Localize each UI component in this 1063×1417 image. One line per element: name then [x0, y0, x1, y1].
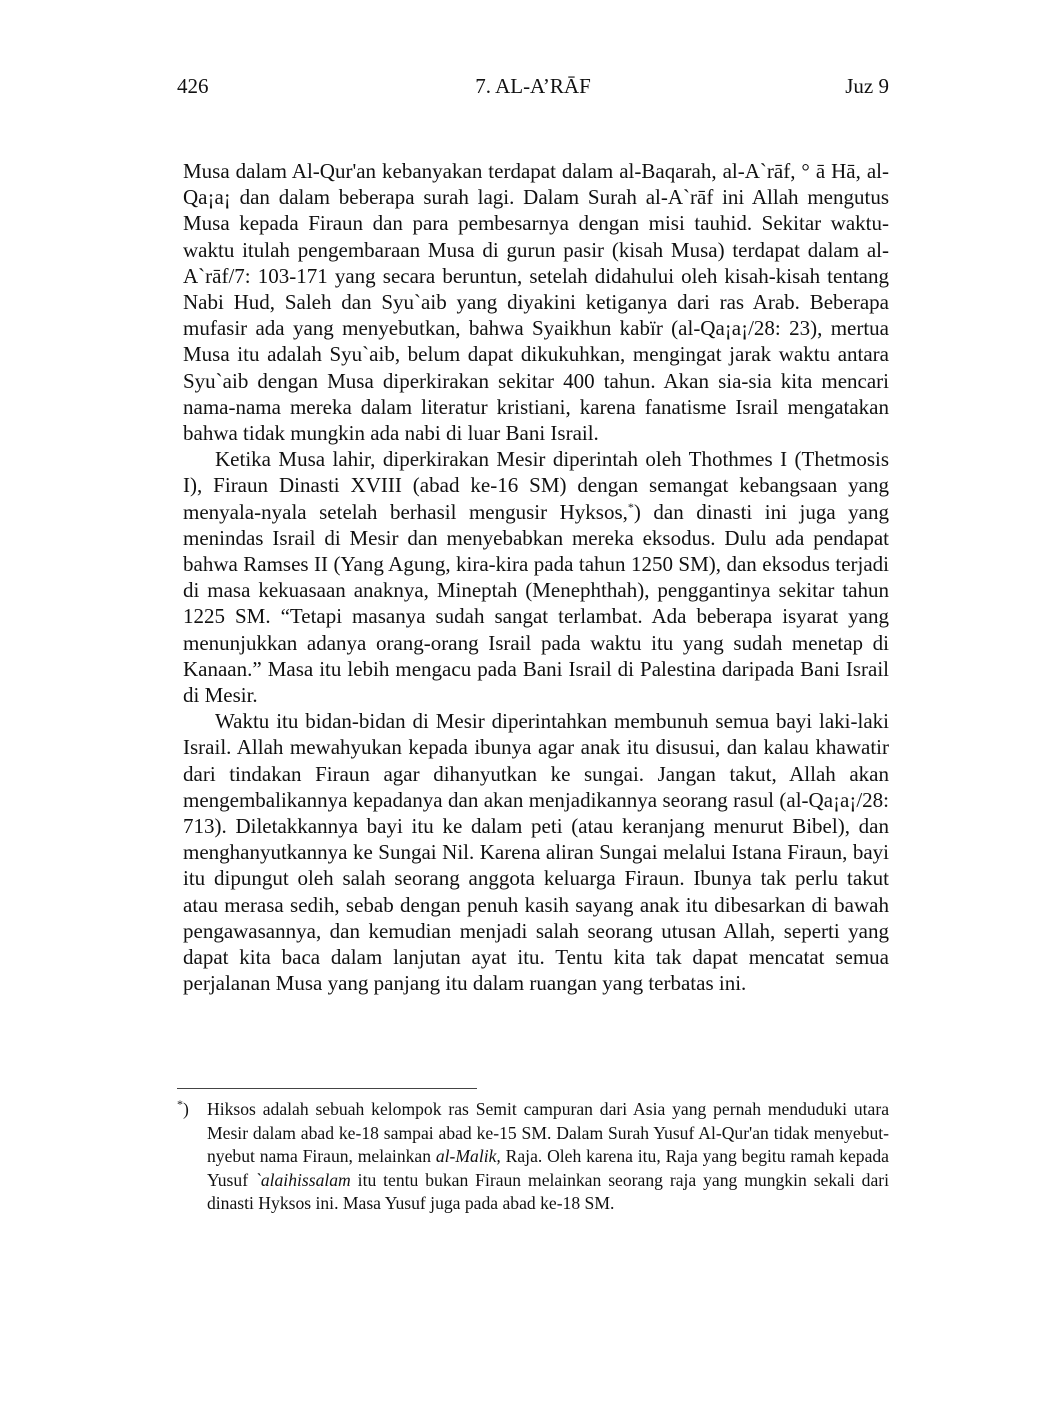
juz-label: Juz 9 [845, 74, 889, 98]
paragraph-1: Musa dalam Al-Qur'an kebanyakan terdapat dalam al-Baqarah, al-A`rāf, ° ā Hā, al-Qa¡a¡ dan dalam beberapa surah lagi. Dalam Surah al-A`rāf ini Allah mengutus Musa kepada Firaun dan para pembesarnya dengan misi tauhid. Sekitar waktu-waktu itulah pengembaraan Musa di gurun pasir (kisah Musa) terdapat dalam al-A`rāf/7: 103-171 yang secara beruntun, setelah didahului oleh kisah-kisah tentang Nabi Hud, Saleh dan Syu`aib yang diyakini ketiganya dari ras Arab. Beberapa mufasir ada yang menyebutkan, bahwa Syaikhun kabïr (al-Qa¡a¡/28: 23), mertua Musa itu adalah Syu`aib, belum dapat dikukuhkan, mengingat jarak waktu antara Syu`aib dengan Musa diperkirakan sekitar 400 tahun. Akan sia-sia kita mencari nama-nama mereka dalam literatur kristiani, karena fanatisme Israil mengatakan bahwa tidak mungkin ada nabi di luar Bani Israil. [183, 159, 889, 446]
footnote-marker [177, 1098, 189, 1122]
footnote-reference[interactable]: * [627, 499, 634, 514]
main-text [183, 158, 889, 997]
paragraph-2-part-2: ) dan dinasti ini juga yang menindas Israil di Mesir dan menyebabkan mereka eksodus. Dulu ada pendapat bahwa Ramses II (Yang Agung, kira-kira pada tahun 1250 SM), dan eksodus terjadi di masa kekuasaan anaknya, Mineptah (Menephthah), penggantinya sekitar tahun 1225 SM. “Tetapi masanya sudah sangat terlambat. Ada beberapa isyarat yang menunjukkan adanya orang-orang Israil pada waktu itu yang sudah menetap di Kanaan.” Masa itu lebih mengacu pada Bani Israil di Palestina daripada Bani Israil di Mesir. [183, 499, 889, 708]
footnote-text-2: Raja. Oleh karena itu, Raja yang begitu ramah kepada Yusuf [207, 1146, 889, 1190]
footnote-marker-star: * [177, 1097, 183, 1112]
footnote-text-3: itu tentu bukan Firaun melainkan seorang raja yang mungkin sekali dari dinasti Hyksos ini. Masa Yusuf juga pada abad ke-18 SM. [207, 1169, 889, 1214]
paragraph-2-part-1: Ketika Musa lahir, diperkirakan Mesir diperintah oleh Thothmes I (Thetmosis I), Firaun Dinasti XVIII (abad ke-16 SM) dengan semangat kebangsaan yang menyala-nyala setelah berhasil mengusir Hyksos, [183, 447, 889, 524]
paragraph-2 [183, 446, 889, 708]
footnote-text-1: Hiksos adalah sebuah kelompok ras Semit campuran dari Asia yang pernah menduduki utara Mesir dalam abad ke-18 sampai abad ke-15 SM. Dalam Surah Yusuf Al-Qur'an tidak menyebut-nyebut nama Firaun, melainkan [207, 1099, 889, 1167]
footnote-marker-paren: ) [183, 1099, 189, 1119]
paragraph-3: Waktu itu bidan-bidan di Mesir diperintahkan membunuh semua bayi laki-laki Israil. Allah mewahyukan kepada ibunya agar anak itu disusui, dan kalau khawatir dari tindakan Firaun agar dihanyutkan ke sungai. Jangan takut, Allah akan mengembalikannya kepadanya dan akan menjadikannya seorang rasul (al-Qa¡a¡/28: 713). Diletakkannya bayi itu ke dalam peti (atau keranjang menurut Bibel), dan menghanyutkannya ke Sungai Nil. Karena aliran Sungai melalui Istana Firaun, bayi itu dipungut oleh salah seorang anggota keluarga Firaun. Ibunya tak perlu takut atau merasa sedih, sebab dengan penuh kasih sayang anak itu dibesarkan di bawah pengawasannya, dan kemudian menjadi salah seorang utusan Allah, seperti yang dapat kita baca dalam lanjutan ayat itu. Tentu kita tak dapat mencatat semua perjalanan Musa yang panjang itu dalam ruangan yang terbatas ini. [183, 709, 889, 996]
footnote-divider [177, 1088, 477, 1089]
footnote-text [207, 1098, 889, 1216]
footnote-italic-1: al-Malik, [435, 1146, 501, 1167]
chapter-title: 7. AL-A’RĀF [475, 74, 591, 98]
footnote-italic-2: `alaihissalam [254, 1169, 351, 1190]
page-header [177, 74, 889, 104]
footnote [177, 1098, 889, 1216]
page-number: 426 [177, 74, 209, 98]
